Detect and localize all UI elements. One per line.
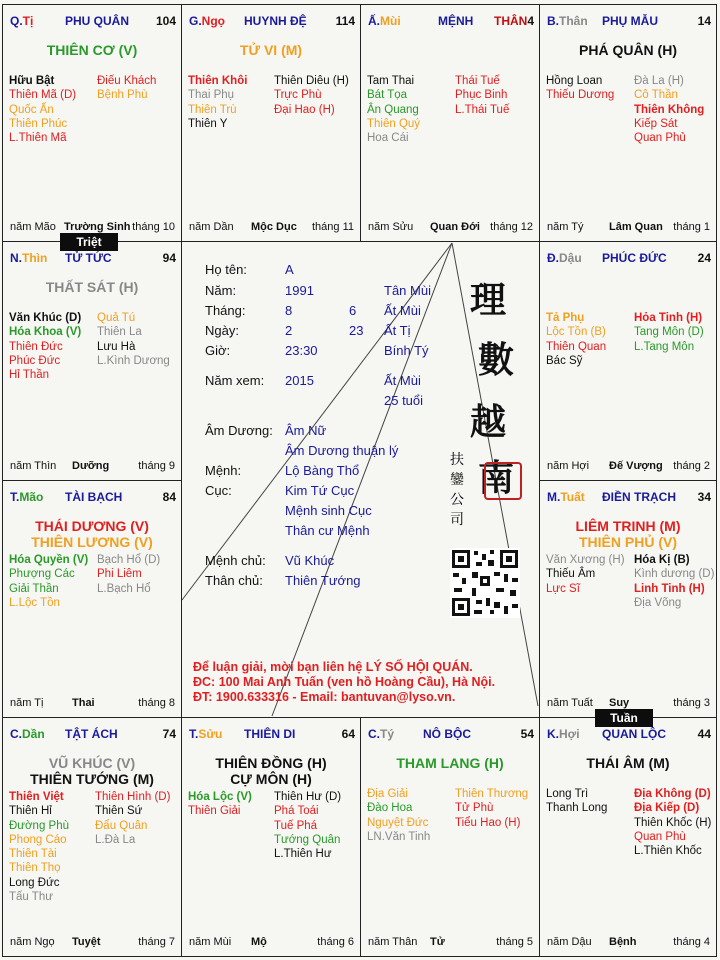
contact-line-2: ĐC: 100 Mai Anh Tuấn (ven hồ Hoàng Cầu), Hà Nội. <box>193 675 496 689</box>
year-label: Năm: <box>205 283 237 298</box>
star: Thiên Thọ <box>9 862 61 875</box>
star: Đại Hao (H) <box>274 103 335 116</box>
branch: Tị <box>22 14 34 28</box>
month-label: tháng 10 <box>132 221 175 233</box>
star: Tuế Phá <box>274 819 318 832</box>
star: Thiên Trù <box>188 103 237 116</box>
palace-number: 34 <box>697 490 711 504</box>
branch: Mùi <box>380 14 401 28</box>
view-year-canchi: Ất Mùi <box>384 373 421 388</box>
palace-number: 74 <box>162 727 176 741</box>
star: Hồng Loan <box>546 75 603 87</box>
star: Giải Thần <box>9 582 59 595</box>
star: Phong Cáo <box>9 833 67 846</box>
month-canchi: Ất Mùi <box>384 303 421 318</box>
star: LN.Văn Tinh <box>367 830 431 843</box>
star: Quả Tú <box>97 312 136 324</box>
star: Nguyệt Đức <box>367 816 429 829</box>
cuc-label: Cục: <box>205 483 232 498</box>
star: Văn Khúc (D) <box>9 312 82 324</box>
day-value-b: 23 <box>349 323 364 338</box>
star: Tướng Quân <box>274 833 341 846</box>
star: Tang Môn (D) <box>634 326 704 339</box>
main-star: CỰ MÔN (H) <box>230 771 312 787</box>
star: Phi Liêm <box>97 568 142 581</box>
logo-side-4: 司 <box>450 512 464 528</box>
logo-char-1: 理 <box>470 279 507 321</box>
star: Lộc Tồn (B) <box>546 326 606 339</box>
star: L.Thiên Mã <box>9 132 67 145</box>
star: Hoa Cái <box>367 132 409 145</box>
tuan-tag: Tuần <box>595 709 653 727</box>
branch: Thân <box>559 14 588 28</box>
year-label: năm Tý <box>547 221 584 233</box>
star: Thiên Quý <box>367 117 421 130</box>
year-canchi: Tân Mùi <box>384 283 431 298</box>
thanchu-value: Thiên Tướng <box>285 573 361 588</box>
year-label: năm Thân <box>368 936 418 948</box>
main-star: THIÊN ĐỒNG (H) <box>215 755 327 771</box>
main-star: VŨ KHÚC (V) <box>48 755 136 771</box>
stem: C. <box>10 727 22 741</box>
star: Hóa Kị (B) <box>634 554 690 566</box>
star: Phá Toái <box>274 805 319 818</box>
star: Hỏa Tinh (H) <box>634 312 703 324</box>
star: Phúc Đức <box>9 354 61 367</box>
hour-canchi: Bính Tý <box>384 343 429 358</box>
star: Thiên Tài <box>9 848 57 861</box>
month-label: tháng 8 <box>138 697 175 709</box>
star: L.Đà La <box>95 833 136 846</box>
star: Phục Binh <box>455 89 508 102</box>
hour-value: 23:30 <box>285 343 318 358</box>
main-star: THIÊN CƠ (V) <box>46 42 138 58</box>
thanchu-label: Thân chủ: <box>205 573 263 588</box>
star: Thiên Mã (D) <box>9 89 77 102</box>
star: Hóa Khoa (V) <box>9 326 82 339</box>
than-marker: THÂN <box>494 14 528 28</box>
star: Phượng Các <box>9 568 75 581</box>
star: Địa Không (D) <box>634 788 711 800</box>
life-stage: Tuyệt <box>72 936 101 948</box>
branch: Hợi <box>559 727 580 741</box>
star: Thiên Y <box>188 117 228 130</box>
life-stage: Mộc Dục <box>251 221 297 233</box>
stem: G. <box>189 14 202 28</box>
life-stage: Lâm Quan <box>609 221 663 233</box>
star: Thái Tuế <box>455 75 500 87</box>
star: Tam Thai <box>367 75 415 87</box>
name-value: A <box>285 262 294 277</box>
qr-code-icon[interactable] <box>450 548 520 618</box>
star: Kiếp Sát <box>634 117 678 130</box>
palace-number: 104 <box>155 14 176 28</box>
star: Cô Thần <box>634 89 678 102</box>
logo-seal <box>484 462 522 500</box>
day-value-a: 2 <box>285 323 293 338</box>
hour-label: Giờ: <box>205 343 231 358</box>
month-label: tháng 11 <box>311 221 354 233</box>
life-stage: Mộ <box>251 936 267 948</box>
main-star: TỬ VI (M) <box>239 42 303 58</box>
star: Thiên Hình (D) <box>95 791 171 803</box>
name-label: Họ tên: <box>205 262 247 277</box>
year-label: năm Mão <box>10 221 56 233</box>
star: Bệnh Phù <box>97 89 148 102</box>
menhchu-label: Mệnh chủ: <box>205 553 266 568</box>
palace-number: 4 <box>527 14 534 28</box>
star: Thiên Khốc (H) <box>634 816 712 829</box>
cuc-value-2: Mệnh sinh Cục <box>285 503 372 518</box>
logo-side-1: 扶 <box>450 452 464 468</box>
star: Điếu Khách <box>97 75 157 87</box>
logo-char-4: 南 <box>478 457 515 499</box>
palace-name: TẬT ÁCH <box>65 727 118 741</box>
main-star: THIÊN LƯƠNG (V) <box>31 534 153 550</box>
star: Kình dương (D) <box>634 568 715 581</box>
year-label: năm Tị <box>10 697 44 709</box>
star: Thiên Đức <box>9 340 63 353</box>
life-stage: Tử <box>430 936 445 948</box>
month-label: tháng 3 <box>673 697 710 709</box>
star: Ân Quang <box>367 103 419 116</box>
star: L.Thiên Khốc <box>634 845 702 858</box>
star: Long Đức <box>9 876 60 889</box>
star: Thiên Hư (D) <box>274 791 342 803</box>
menhchu-value: Vũ Khúc <box>285 553 335 568</box>
star: L.Lộc Tồn <box>9 596 60 609</box>
star: Hóa Quyền (V) <box>9 554 89 566</box>
palace-name: NÔ BỘC <box>423 727 471 741</box>
stem: Ấ. <box>368 14 380 28</box>
star: Bát Tọa <box>367 89 408 102</box>
main-star: LIÊM TRINH (M) <box>575 518 681 534</box>
menh-label: Mệnh: <box>205 463 242 478</box>
palace-name: TỬ TỨC <box>65 251 112 265</box>
star: Hóa Lộc (V) <box>188 791 252 803</box>
year-label: năm Hợi <box>547 460 590 472</box>
star: Hỉ Thần <box>9 369 50 382</box>
star: Đào Hoa <box>367 802 413 815</box>
stem: M. <box>547 490 561 504</box>
stem: K. <box>547 727 559 741</box>
star: Thiên Diêu (H) <box>274 75 349 87</box>
star: Long Trì <box>546 788 589 800</box>
year-label: năm Dần <box>189 221 234 233</box>
month-value-b: 6 <box>349 303 357 318</box>
star: Thiên Khôi <box>188 75 248 87</box>
logo-char-2: 數 <box>478 339 515 381</box>
star: Tử Phù <box>455 802 494 815</box>
star: L.Thái Tuế <box>455 103 510 116</box>
palace-number: 64 <box>341 727 355 741</box>
stem: B. <box>547 14 559 28</box>
branch: Dậu <box>559 251 582 265</box>
star: Lưu Hà <box>97 340 136 353</box>
day-label: Ngày: <box>205 323 239 338</box>
star: Thiên Phúc <box>9 117 68 130</box>
star: L.Kình Dương <box>97 354 170 367</box>
palace-name: PHỤ MẪU <box>602 14 658 28</box>
year-label: năm Tuất <box>547 697 593 709</box>
star: Đường Phù <box>9 819 69 832</box>
palace-name: HUYNH ĐỆ <box>244 14 307 28</box>
palace-name: QUAN LỘC <box>602 727 666 741</box>
star: Thiên Không <box>634 103 705 116</box>
star: Tấu Thư <box>9 891 53 904</box>
month-label: tháng 1 <box>673 221 710 233</box>
cuc-value-3: Thân cư Mệnh <box>285 523 370 538</box>
month-label: tháng 5 <box>496 936 533 948</box>
contact-line-1: Để luận giải, mời bạn liên hệ LÝ SỐ HỘI QUÁN. <box>193 660 473 674</box>
amduong-value-2: Âm Dương thuận lý <box>285 443 399 458</box>
star: Thiên Việt <box>9 791 64 803</box>
view-year-value: 2015 <box>285 373 314 388</box>
branch: Mão <box>19 490 44 504</box>
main-star: THẤT SÁT (H) <box>45 279 139 295</box>
star: L.Bạch Hổ <box>97 582 151 595</box>
star: Thai Phụ <box>188 89 235 102</box>
life-stage: Trường Sinh <box>64 221 131 233</box>
star: Lực Sĩ <box>546 582 580 595</box>
month-label: tháng 4 <box>673 936 710 948</box>
star: Thiếu Âm <box>546 568 596 581</box>
month-value-a: 8 <box>285 303 293 318</box>
logo-side-3: 公 <box>450 492 464 508</box>
main-star: THÁI DƯƠNG (V) <box>35 518 149 534</box>
palace-name: PHU QUÂN <box>65 14 130 28</box>
star: Quan Phủ <box>634 132 686 145</box>
branch: Tý <box>380 727 395 741</box>
star: Thiên Sứ <box>95 805 143 818</box>
star: L.Thiên Hư <box>274 848 332 861</box>
life-stage: Quan Đới <box>430 221 480 233</box>
life-stage: Đế Vượng <box>609 460 663 472</box>
star: Thiên Quan <box>546 340 607 353</box>
star: Địa Giải <box>367 788 408 800</box>
palace-number: 114 <box>335 14 355 28</box>
triet-tag: Triệt <box>60 233 118 251</box>
star: Địa Võng <box>634 596 682 609</box>
star: Địa Kiếp (D) <box>634 802 700 815</box>
star: Tả Phụ <box>546 312 585 324</box>
month-label: tháng 12 <box>490 221 533 233</box>
star: Quan Phù <box>634 830 686 843</box>
palace-name: THIÊN DI <box>244 727 296 741</box>
view-year-label: Năm xem: <box>205 373 265 388</box>
star: Thiên La <box>97 326 142 339</box>
logo-char-3: 越 <box>470 401 507 443</box>
star: Trực Phù <box>274 89 322 102</box>
amduong-value: Âm Nữ <box>285 423 327 438</box>
palace-name: ĐIỀN TRẠCH <box>602 490 676 504</box>
palace-number: 24 <box>697 251 711 265</box>
star: Văn Xương (H) <box>546 554 625 566</box>
menh-value: Lộ Bàng Thổ <box>285 463 360 478</box>
main-star: PHÁ QUÂN (H) <box>579 42 677 58</box>
month-label: tháng 7 <box>138 936 175 948</box>
star: Thiên Hỉ <box>9 805 52 818</box>
palace-number: 94 <box>162 251 176 265</box>
stem: T. <box>10 490 20 504</box>
main-star: THÁI ÂM (M) <box>586 755 670 771</box>
month-label: tháng 9 <box>138 460 175 472</box>
year-label: năm Ngọ <box>10 936 55 948</box>
year-value: 1991 <box>285 283 314 298</box>
year-label: năm Thìn <box>10 460 57 472</box>
year-label: năm Mùi <box>189 936 232 948</box>
star: Đẩu Quân <box>95 819 148 832</box>
star: Linh Tinh (H) <box>634 582 705 595</box>
stem: Đ. <box>547 251 559 265</box>
stem: T. <box>189 727 199 741</box>
branch: Tuất <box>560 490 585 504</box>
day-canchi: Ất Tị <box>384 323 411 338</box>
main-star: THIÊN PHỦ (V) <box>579 534 677 550</box>
life-stage: Thai <box>72 697 95 709</box>
stem: N. <box>10 251 22 265</box>
year-label: năm Dậu <box>547 936 592 948</box>
palace-number: 14 <box>697 14 711 28</box>
year-label: năm Sửu <box>368 221 414 233</box>
main-star: THAM LANG (H) <box>396 755 504 771</box>
branch: Dần <box>22 727 45 741</box>
star: Tiểu Hao (H) <box>455 816 521 829</box>
month-label: tháng 6 <box>317 936 354 948</box>
life-stage: Dưỡng <box>72 460 110 472</box>
star: Bác Sỹ <box>546 354 583 367</box>
star: Thiên Thương <box>455 788 529 800</box>
palace-name: PHÚC ĐỨC <box>602 251 667 265</box>
branch: Sửu <box>198 727 223 741</box>
palace-name: MỆNH <box>438 14 474 28</box>
amduong-label: Âm Dương: <box>205 423 273 438</box>
month-label: tháng 2 <box>673 460 710 472</box>
star: Bạch Hổ (D) <box>97 554 161 566</box>
life-stage: Bệnh <box>609 936 637 948</box>
star: Thanh Long <box>546 802 608 815</box>
star: Hữu Bật <box>9 75 55 87</box>
palace-name: TÀI BẠCH <box>65 490 123 504</box>
palace-number: 84 <box>162 490 176 504</box>
palace-number: 54 <box>520 727 534 741</box>
branch: Thìn <box>22 251 48 265</box>
star: Thiên Giải <box>188 805 241 818</box>
branch: Ngọ <box>201 14 225 28</box>
star: Quốc Ấn <box>9 103 54 116</box>
month-label: Tháng: <box>205 303 246 318</box>
star: Thiếu Dương <box>546 89 615 102</box>
contact-line-3[interactable]: ĐT: 1900.633316 - Email: bantuvan@lyso.vn. <box>193 690 456 704</box>
star: Đà La (H) <box>634 75 684 87</box>
cuc-value: Kim Tứ Cục <box>285 483 355 498</box>
stem: C. <box>368 727 380 741</box>
main-star: THIÊN TƯỚNG (M) <box>30 771 154 787</box>
life-stage: Suy <box>609 697 630 709</box>
palace-number: 44 <box>697 727 711 741</box>
star: L.Tang Môn <box>634 340 695 353</box>
logo-side-2: 鑾 <box>450 472 464 488</box>
stem: Q. <box>10 14 23 28</box>
age-value: 25 tuổi <box>384 393 424 408</box>
